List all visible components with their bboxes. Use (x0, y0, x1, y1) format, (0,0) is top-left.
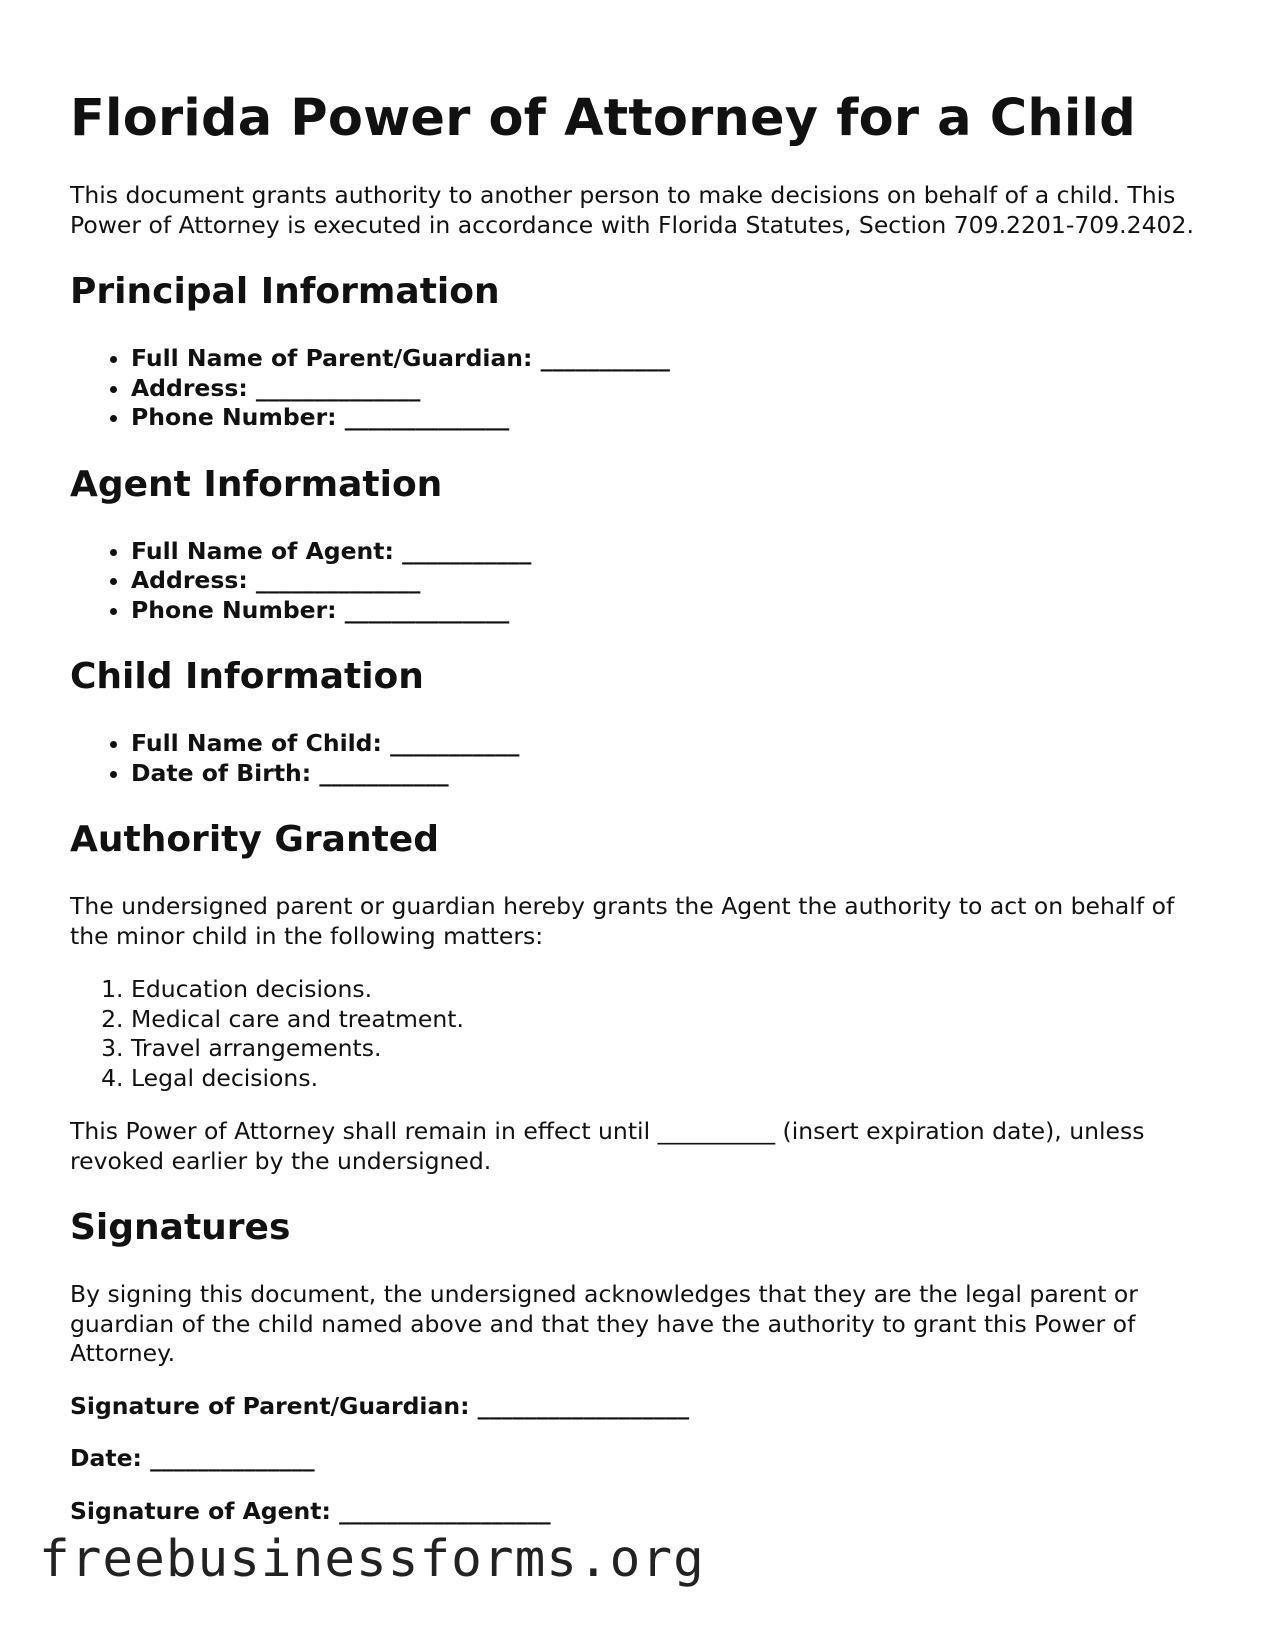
agent-phone-field: • Phone Number: ______________ (131, 596, 1200, 626)
expiration-paragraph: This Power of Attorney shall remain in effect until __________ (insert expiration date), unless revoked earlier by the undersigned. (70, 1117, 1145, 1175)
matter-item: 4. Legal decisions. (131, 1064, 1200, 1094)
agent-heading: Agent Information (70, 463, 443, 505)
matter-item: 3. Travel arrangements. (131, 1034, 1200, 1064)
child-name-field: • Full Name of Child: ___________ (131, 729, 1200, 759)
signatures-heading: Signatures (70, 1207, 291, 1248)
principal-phone-field: • Phone Number: ______________ (131, 403, 1200, 433)
principal-name-field: • Full Name of Parent/Guardian: ___________ (131, 344, 1200, 374)
agent-address-field: • Address: ______________ (131, 566, 1200, 596)
agent-list (70, 537, 1200, 626)
intro-paragraph: This document grants authority to another person to make decisions on behalf of a child. This Power of Attorney is executed in accordance with Florida Statutes, Section 709.2201-709.2402. (70, 181, 1194, 239)
authority-matters-list (70, 975, 1200, 1093)
principal-address-field: • Address: ______________ (131, 374, 1200, 404)
authority-paragraph: The undersigned parent or guardian hereby grants the Agent the authority to act on behalf of the minor child in the following matters: (70, 892, 1175, 950)
child-heading: Child Information (70, 656, 424, 697)
date-line: Date: ______________ (70, 1444, 315, 1472)
child-list (70, 729, 1200, 788)
document-title: Florida Power of Attorney for a Child (70, 89, 1136, 148)
principal-list (70, 344, 1200, 433)
agent-name-field: • Full Name of Agent: ___________ (131, 537, 1200, 567)
child-dob-field: • Date of Birth: ___________ (131, 759, 1200, 789)
watermark-text: freebusinessforms.org (39, 1530, 705, 1589)
signatures-paragraph: By signing this document, the undersigned acknowledges that they are the legal parent or guardian of the child named above and that they have the authority to grant this Power of Attorney. (70, 1280, 1138, 1367)
document-page (70, 0, 1200, 1526)
authority-heading: Authority Granted (70, 819, 439, 860)
agent-signature-line: Signature of Agent: __________________ (70, 1496, 551, 1525)
parent-signature-line: Signature of Parent/Guardian: __________________ (70, 1391, 690, 1420)
principal-heading: Principal Information (70, 271, 500, 312)
matter-item: 1. Education decisions. (131, 975, 1200, 1005)
matter-item: 2. Medical care and treatment. (131, 1005, 1200, 1035)
